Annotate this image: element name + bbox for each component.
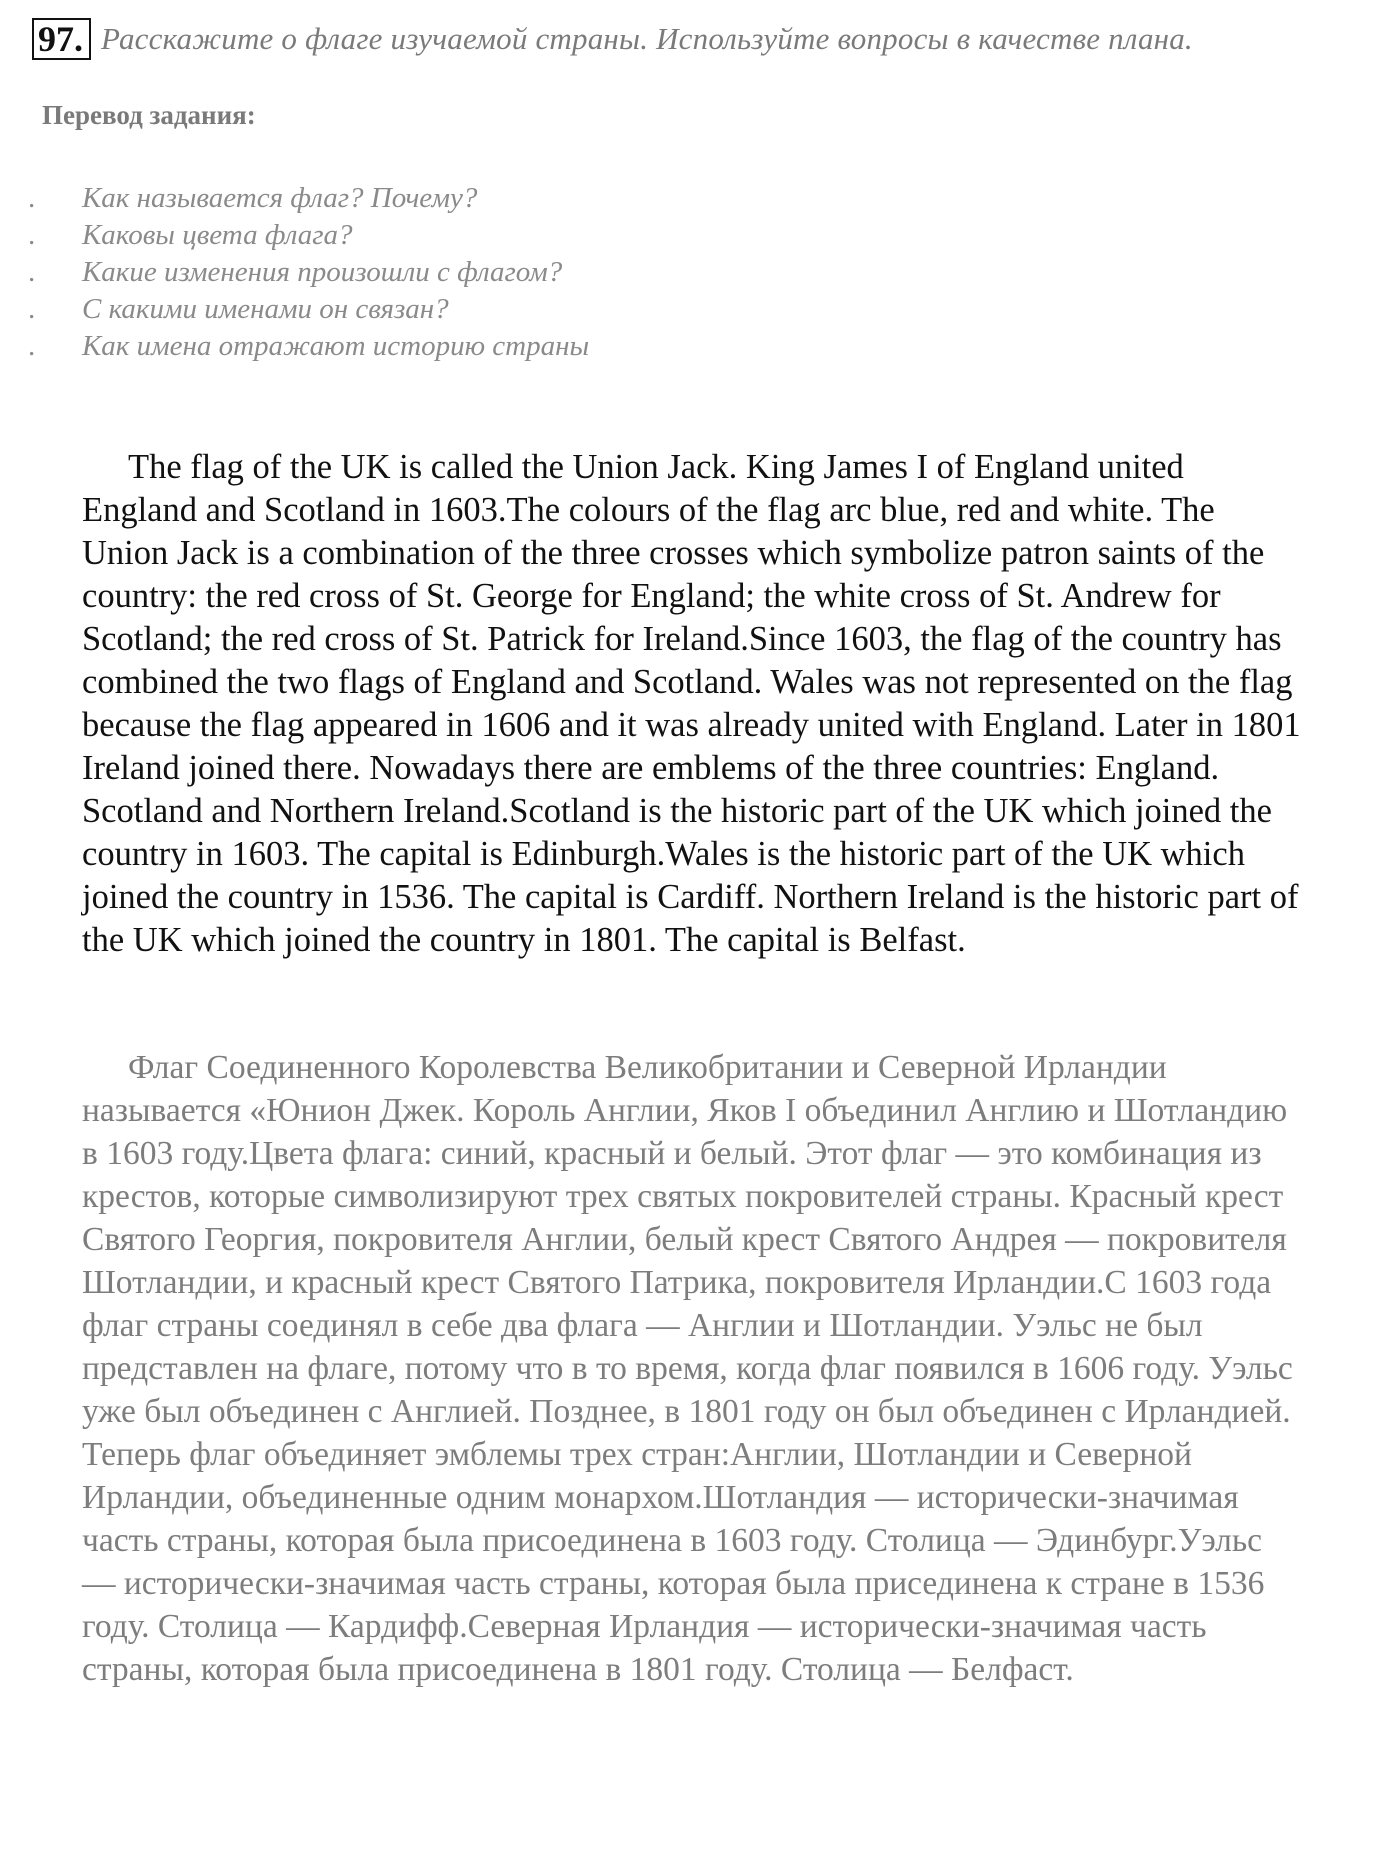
translation-title: Перевод задания:: [42, 100, 256, 130]
task-header: [32, 18, 1193, 60]
list-item: [28, 217, 589, 254]
list-item: [28, 254, 589, 291]
list-item: [28, 180, 589, 217]
question-text: Как имена отражают историю страны: [82, 330, 590, 362]
task-instruction: Расскажите о флаге изучаемой страны. Используйте вопросы в качестве плана.: [101, 21, 1193, 56]
question-text: С какими именами он связан?: [82, 293, 449, 325]
bullet: .: [28, 293, 36, 325]
english-answer: The flag of the UK is called the Union Jack. King James I of England united England and Scotland in 1603.The colours of the flag arc blue, red and white. The Union Jack is a combination of the three crosses which symbolize patron saints of the country: the red cross of St. George for England; the white cross of St. Andrew for Scotland; the red cross of St. Patrick for Ireland.Since 1603, the flag of the country has combined the two flags of England and Scotland. Wales was not represented on the flag because the flag appeared in 1606 and it was already united with England. Later in 1801 Ireland joined there. Nowadays there are emblems of the three countries: England. Scotland and Northern Ireland.Scotland is the historic part of the UK which joined the country in 1603. The capital is Edinburgh.Wales is the historic part of the UK which joined the country in 1536. The capital is Cardiff. Northern Ireland is the historic part of the UK which joined the country in 1801. The capital is Belfast.: [82, 448, 1301, 959]
bullet: .: [28, 219, 36, 251]
list-item: [28, 291, 589, 328]
list-item: [28, 328, 589, 365]
question-text: Как называется флаг? Почему?: [82, 182, 478, 214]
question-text: Каковы цвета флага?: [82, 219, 353, 251]
task-number: 97.: [32, 18, 91, 60]
bullet: .: [28, 330, 36, 362]
russian-translation: Флаг Соединенного Королевства Великобритании и Северной Ирландии называется «Юнион Джек. Король Англии, Яков I объединил Англию и Шотландию в 1603 году.Цвета флага: синий, красный и белый. Этот флаг — это комбинация из крестов, которые символизируют трех святых покровителей страны. Красный крест Святого Георгия, покровителя Англии, белый крест Святого Андрея — покровителя Шотландии, и красный крест Святого Патрика, покровителя Ирландии.С 1603 года флаг страны соединял в себе два флага — Англии и Шотландии. Уэльс не был представлен на флаге, потому что в то время, когда флаг появился в 1606 году. Уэльс уже был объединен с Англией. Позднее, в 1801 году он был объединен с Ирландией. Теперь флаг объединяет эмблемы трех стран:Англии, Шотландии и Северной Ирландии, объединенные одним монархом.Шотландия — исторически-значимая часть страны, которая была присоединена в 1603 году. Столица — Эдинбург.Уэльс — исторически-значимая часть страны, которая была присединена к стране в 1536 году. Столица — Кардифф.Северная Ирландия — исторически-значимая часть страны, которая была присоединена в 1801 году. Столица — Белфаст.: [82, 1049, 1293, 1688]
question-text: Какие изменения произошли с флагом?: [82, 256, 563, 288]
bullet: .: [28, 256, 36, 288]
question-list: [28, 180, 589, 365]
bullet: .: [28, 182, 36, 214]
